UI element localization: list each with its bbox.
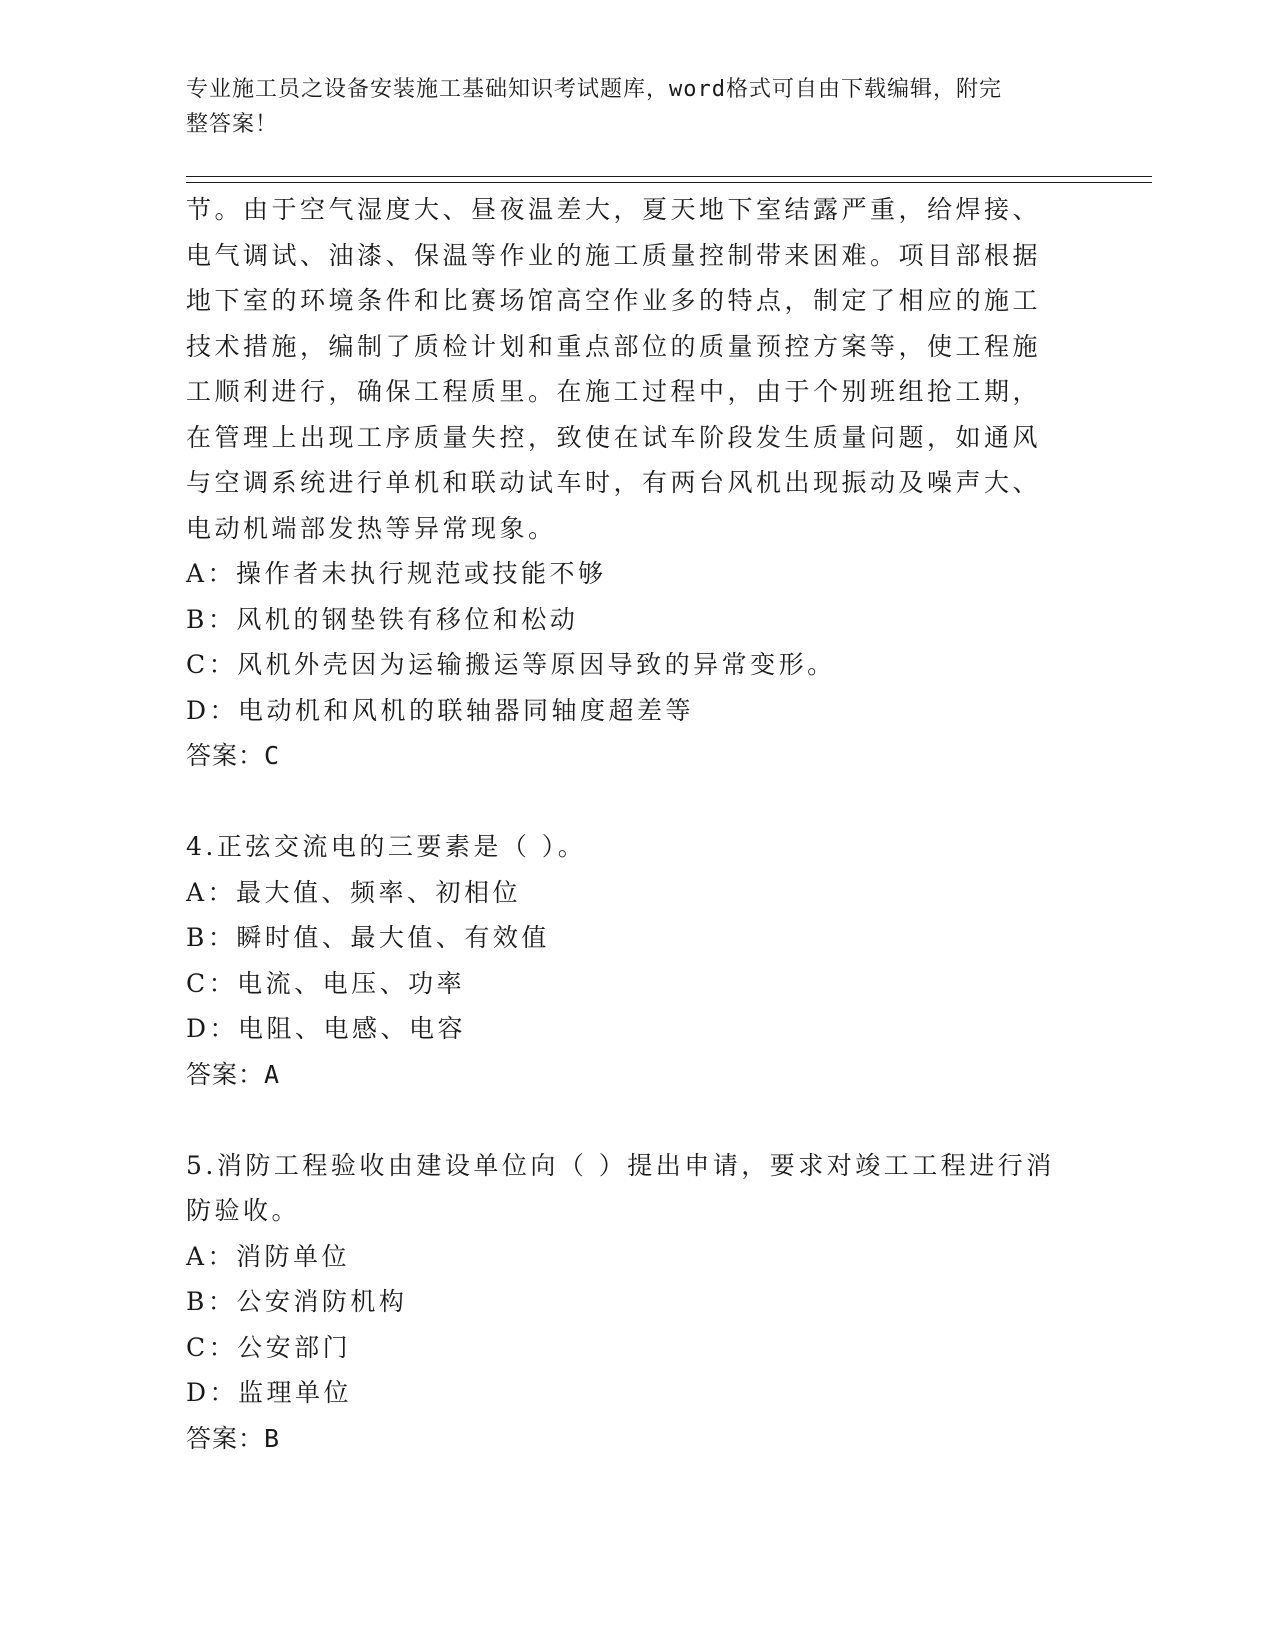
question-text-line: 与空调系统进行单机和联动试车时，有两台风机出现振动及噪声大、 [186,468,1042,497]
option-d: D：电阻、电感、电容 [186,1014,467,1043]
document-header [186,72,1066,142]
option-a: A：最大值、频率、初相位 [186,877,522,907]
question-spacer [186,1097,1076,1143]
question-text-line: 节。由于空气湿度大、昼夜温差大，夏天地下室结露严重，给焊接、 [186,195,1042,224]
question-text-line: 5.消防工程验收由建设单位向（ ）提出申请，要求对竣工工程进行消 [186,1150,1055,1180]
option-b: B：公安消防机构 [186,1287,408,1316]
question-3-block [186,187,1076,779]
question-spacer [186,779,1076,825]
option-a: A：操作者未执行规范或技能不够 [186,559,607,588]
option-a: A：消防单位 [186,1241,351,1271]
answer-label: 答案：B [186,1423,281,1453]
option-c: C：公安部门 [186,1332,352,1362]
question-text-line: 防验收。 [186,1196,301,1225]
question-text-line: 地下室的环境条件和比赛场馆高空作业多的特点，制定了相应的施工 [186,286,1042,315]
question-text-line: 电气调试、油漆、保温等作业的施工质量控制带来困难。项目部根据 [186,240,1042,270]
question-text-line: 技术措施，编制了质检计划和重点部位的质量预控方案等，使工程施 [186,331,1042,361]
document-body [186,187,1076,1461]
option-d: D：电动机和风机的联轴器同轴度超差等 [186,695,695,725]
option-c: C：风机外壳因为运输搬运等原因导致的异常变形。 [186,650,836,679]
header-line-1: 专业施工员之设备安装施工基础知识考试题库，word格式可自由下载编辑，附完 [186,77,1002,102]
question-text-line: 电动机端部发热等异常现象。 [186,513,557,543]
question-text-line: 在管理上出现工序质量失控，致使在试车阶段发生质量问题，如通风 [186,422,1042,452]
header-divider-top [186,176,1152,177]
question-text-line: 4.正弦交流电的三要素是（ ）。 [186,832,587,861]
header-line-2: 整答案！ [186,112,279,137]
option-b: B：瞬时值、最大值、有效值 [186,923,550,952]
header-divider-bottom [186,182,1152,183]
answer-label: 答案：A [186,1059,281,1089]
answer-label: 答案：C [186,741,281,770]
option-b: B：风机的钢垫铁有移位和松动 [186,604,579,634]
option-c: C：电流、电压、功率 [186,968,466,998]
question-4-block [186,824,1076,1097]
option-d: D：监理单位 [186,1378,353,1407]
question-text-line: 工顺利进行，确保工程质里。在施工过程中，由于个别班组抢工期， [186,377,1042,406]
question-5-block [186,1143,1076,1462]
